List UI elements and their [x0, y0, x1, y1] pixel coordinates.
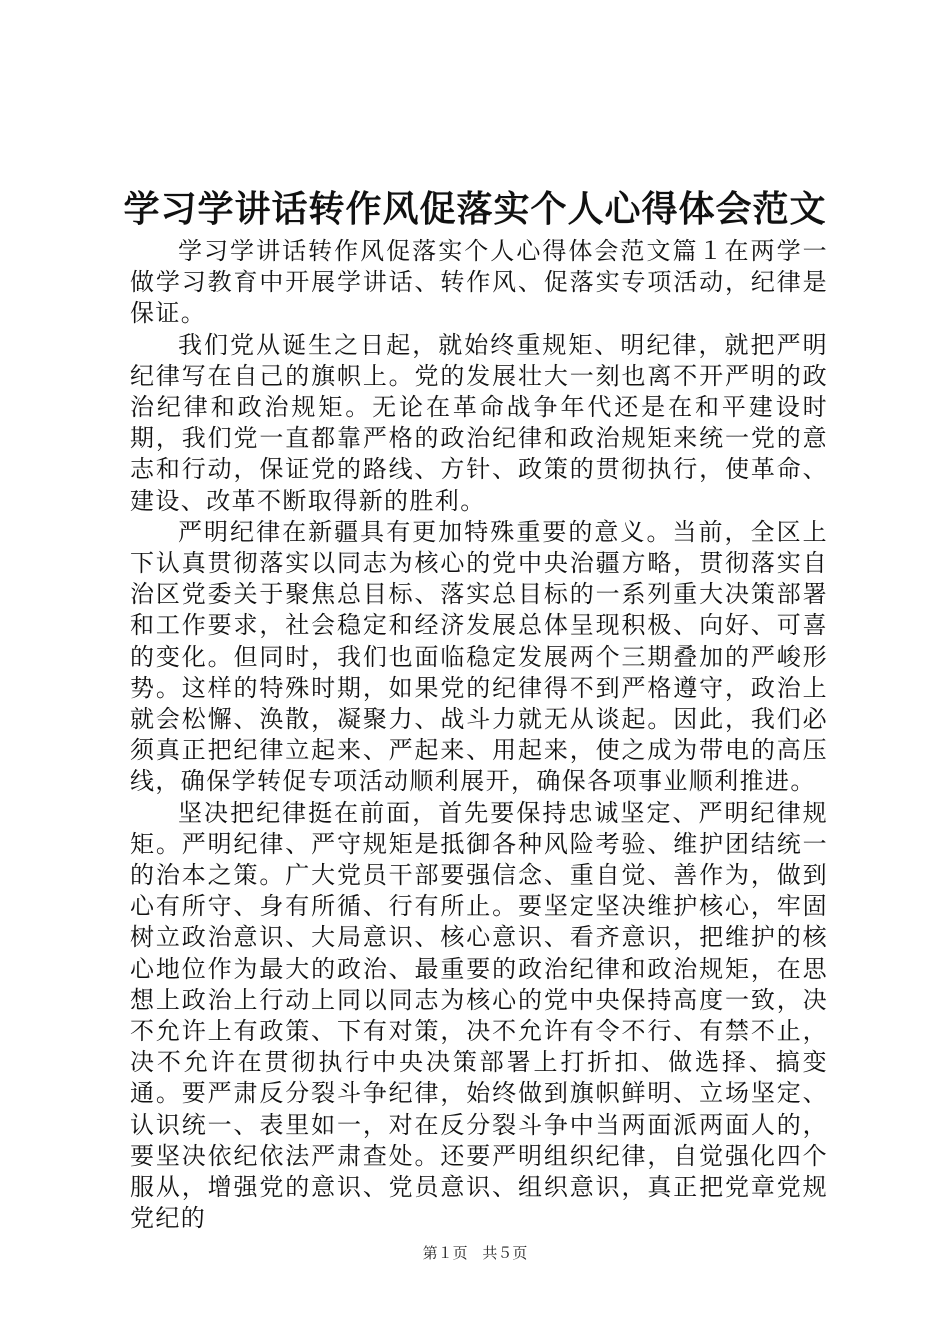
- document-title: 学习学讲话转作风促落实个人心得体会范文: [123, 188, 827, 230]
- paragraph-3: 严明纪律在新疆具有更加特殊重要的意义。当前，全区上下认真贯彻落实以同志为核心的党中央治疆方略，贯彻落实自治区党委关于聚焦总目标、落实总目标的一系列重大决策部署和工作要求，社会稳定和经济发展总体呈现积极、向好、可喜的变化。但同时，我们也面临稳定发展两个三期叠加的严峻形势。这样的特殊时期，如果党的纪律得不到严格遵守，政治上就会松懈、涣散，凝聚力、战斗力就无从谈起。因此，我们必须真正把纪律立起来、严起来、用起来，使之成为带电的高压线，确保学转促专项活动顺利展开，确保各项事业顺利推进。: [130, 517, 828, 796]
- paragraph-4: 坚决把纪律挺在前面，首先要保持忠诚坚定、严明纪律规矩。严明纪律、严守规矩是抵御各种风险考验、维护团结统一的治本之策。广大党员干部要强信念、重自觉、善作为，做到心有所守、身有所循、行有所止。要坚定坚决维护核心，牢固树立政治意识、大局意识、核心意识、看齐意识，把维护的核心地位作为最大的政治、最重要的政治纪律和政治规矩，在思想上政治上行动上同以同志为核心的党中央保持高度一致，决不允许上有政策、下有对策，决不允许有令不行、有禁不止，决不允许在贯彻执行中央决策部署上打折扣、做选择、搞变通。要严肃反分裂斗争纪律，始终做到旗帜鲜明、立场坚定、认识统一、表里如一，对在反分裂斗争中当两面派两面人的，要坚决依纪依法严肃查处。还要严明组织纪律，自觉强化四个服从，增强党的意识、党员意识、组织意识，真正把党章党规党纪的: [130, 798, 828, 1233]
- page-number-current: 第１页: [422, 1244, 468, 1262]
- page-number-total: 共５页: [482, 1244, 528, 1262]
- page-footer: [0, 1243, 950, 1263]
- paragraph-1: 学习学讲话转作风促落实个人心得体会范文篇１在两学一做学习教育中开展学讲话、转作风、促落实专项活动，纪律是保证。: [130, 237, 828, 328]
- document-body: [130, 236, 828, 1235]
- paragraph-2: 我们党从诞生之日起，就始终重规矩、明纪律，就把严明纪律写在自己的旗帜上。党的发展壮大一刻也离不开严明的政治纪律和政治规矩。无论在革命战争年代还是在和平建设时期，我们党一直都靠严格的政治纪律和政治规矩来统一党的意志和行动，保证党的路线、方针、政策的贯彻执行，使革命、建设、改革不断取得新的胜利。: [130, 330, 828, 515]
